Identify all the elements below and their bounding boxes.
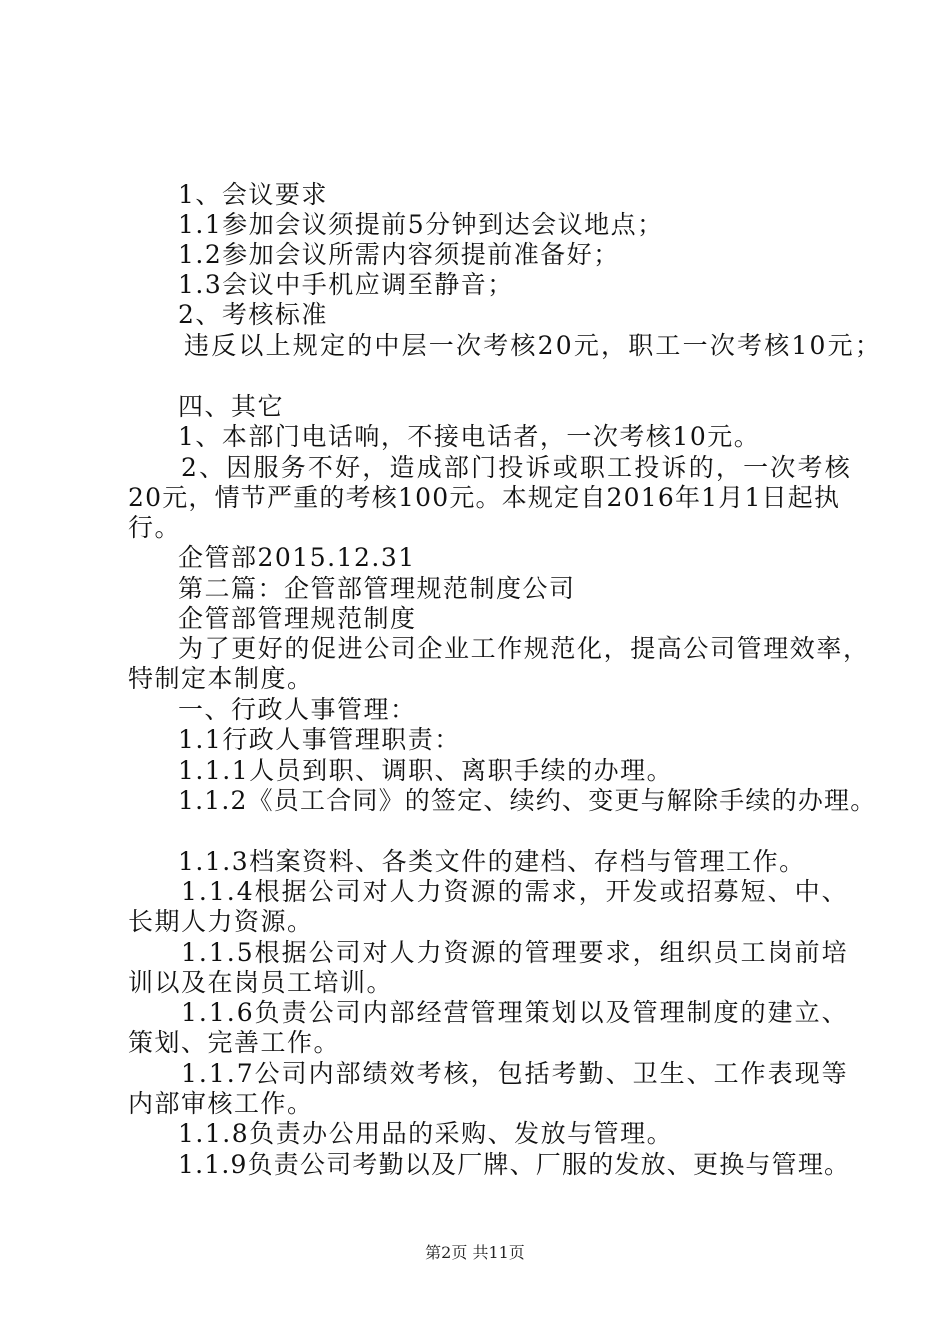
text-line: 1.1.3档案资料、各类文件的建档、存档与管理工作。 [178,847,806,876]
text-line: 2、考核标准 [178,300,328,329]
text-line: 特制定本制度。 [128,664,314,693]
text-line: 1.3会议中手机应调至静音； [178,270,514,299]
text-line: 1.1.9负责公司考勤以及厂牌、厂服的发放、更换与管理。 [178,1150,851,1179]
text-line: 1.2参加会议所需内容须提前准备好； [178,240,620,269]
text-line: 长期人力资源。 [128,907,314,936]
text-line: 1、会议要求 [178,180,328,209]
text-line: 1.1.5根据公司对人力资源的管理要求，组织员工岗前培 [181,938,849,967]
text-line: 1、本部门电话响，不接电话者，一次考核10元。 [178,422,761,451]
text-line: 1.1.1人员到职、调职、离职手续的办理。 [178,756,674,785]
signature-line: 企管部2015.12.31 [178,543,416,572]
text-line: 1.1.2《员工合同》的签定、续约、变更与解除手续的办理。 [178,786,877,815]
text-line: 行。 [128,513,182,542]
text-line: 违反以上规定的中层一次考核20元，职工一次考核10元； [184,331,883,360]
text-line: 策划、完善工作。 [128,1028,341,1057]
text-line: 1.1行政人事管理职责： [178,725,461,754]
text-line: 1.1.8负责办公用品的采购、发放与管理。 [178,1119,674,1148]
document-title: 企管部管理规范制度 [178,604,417,633]
text-line: 内部审核工作。 [128,1089,314,1118]
section-heading: 四、其它 [178,392,285,421]
section-heading: 一、行政人事管理： [178,695,417,724]
text-line: 1.1.7公司内部绩效考核，包括考勤、卫生、工作表现等 [181,1059,849,1088]
text-line: 训以及在岗员工培训。 [128,968,394,997]
page-number-footer: 第2页 共11页 [425,1243,525,1262]
text-line: 1.1.6负责公司内部经营管理策划以及管理制度的建立、 [181,998,849,1027]
text-line: 2、因服务不好，造成部门投诉或职工投诉的，一次考核 [181,453,852,482]
chapter-title: 第二篇：企管部管理规范制度公司 [178,574,576,603]
text-line: 为了更好的促进公司企业工作规范化，提高公司管理效率， [178,634,870,663]
text-line: 1.1参加会议须提前5分钟到达会议地点； [178,210,664,239]
text-line: 20元，情节严重的考核100元。本规定自2016年1月1日起执 [128,483,841,512]
text-line: 1.1.4根据公司对人力资源的需求，开发或招募短、中、 [181,877,849,906]
